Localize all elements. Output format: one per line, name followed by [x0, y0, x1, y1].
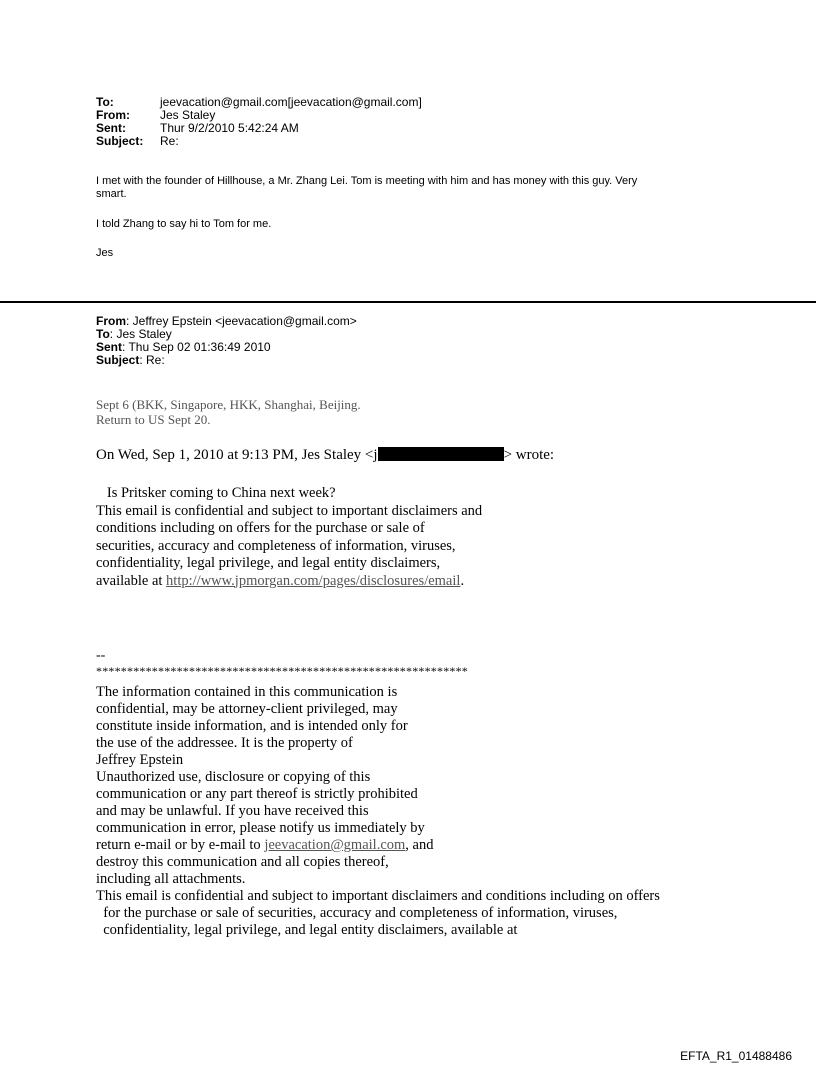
first-email-body-paragraph-2: I told Zhang to say hi to Tom for me.: [96, 218, 272, 230]
to-label: To:: [96, 95, 114, 109]
footer-text: The information contained in this communication is confidential, may be attorney-client privileged, may constitute inside information, and is intended only for the use of the addressee. It is the property of Jeffrey Epstein Unauthorized use, disclosure or copying of this communication or any part thereof is strictly prohibited and may be unlawful. If you have received this communication in error, please notify us immediately by return e-mail or by e-mail to: [96, 684, 425, 853]
bates-number: EFTA_R1_01488486: [680, 1049, 792, 1063]
subject-label: Subject:: [96, 134, 144, 148]
body-line: I met with the founder of Hillhouse, a Mr. Zhang Lei. Tom is meeting with him and has money with this guy. Very: [96, 175, 638, 187]
to-value: : Jes Staley: [109, 327, 172, 341]
email-link[interactable]: jeevacation@gmail.com: [264, 837, 406, 853]
body-line: smart.: [96, 188, 127, 200]
redaction-block: [378, 447, 504, 461]
subject-label: Subject: [96, 353, 140, 367]
signature-separator: --: [96, 648, 106, 663]
footer-text-end: , and destroy this communication and all copies thereof, including all attachments. This email is confidential and subject to important disclaimers and conditions including on offers for the purchase or sale of securities, accuracy and completeness of information, viruses, confidentiality, legal privilege, and legal entity disclaimers, available at: [96, 837, 660, 938]
asterisk-rule: ************************************************************: [96, 664, 468, 678]
quoted-text-end: .: [460, 572, 465, 589]
subject-value: : Re:: [139, 353, 165, 367]
subject-row: [96, 135, 422, 148]
sent-label: Sent: [96, 340, 123, 354]
sent-value: Thur 9/2/2010 5:42:24 AM: [160, 121, 299, 135]
confidentiality-footer: [96, 684, 660, 939]
body-line: Return to US Sept 20.: [96, 412, 211, 427]
sent-value: : Thu Sep 02 01:36:49 2010: [122, 340, 271, 354]
first-email-header: [96, 96, 422, 148]
to-row: [96, 96, 422, 109]
body-line: Sept 6 (BKK, Singapore, HKK, Shanghai, Beijing.: [96, 397, 361, 412]
to-label: To: [96, 327, 110, 341]
quoted-message: [96, 485, 482, 590]
from-value: Jes Staley: [160, 108, 216, 122]
from-value: : Jeffrey Epstein <jeevacation@gmail.com>: [126, 314, 357, 328]
first-email-signature: Jes: [96, 247, 114, 259]
first-email-body-paragraph-1: [96, 175, 736, 201]
quoted-text: Is Pritsker coming to China next week? This email is confidential and subject to important disclaimers and conditions including on offers for the purchase or sale of securities, accuracy and completeness of information, viruses, confidentiality, legal privilege, and legal entity disclaimers, available at: [96, 485, 483, 589]
subject-row: [96, 354, 357, 367]
sent-row: [96, 122, 422, 135]
section-divider: [0, 301, 816, 303]
from-label: From:: [96, 108, 130, 122]
quote-attribution: [96, 447, 554, 464]
from-label: From: [96, 314, 126, 328]
subject-value: Re:: [160, 134, 179, 148]
attribution-suffix: > wrote:: [503, 447, 555, 463]
disclosures-link[interactable]: http://www.jpmorgan.com/pages/disclosures/email: [166, 572, 461, 589]
to-value: jeevacation@gmail.com[jeevacation@gmail.com]: [160, 95, 422, 109]
second-email-body: [96, 397, 361, 427]
attribution-prefix: On Wed, Sep 1, 2010 at 9:13 PM, Jes Staley <j: [96, 447, 378, 463]
sent-label: Sent:: [96, 121, 126, 135]
second-email-header: [96, 315, 357, 367]
